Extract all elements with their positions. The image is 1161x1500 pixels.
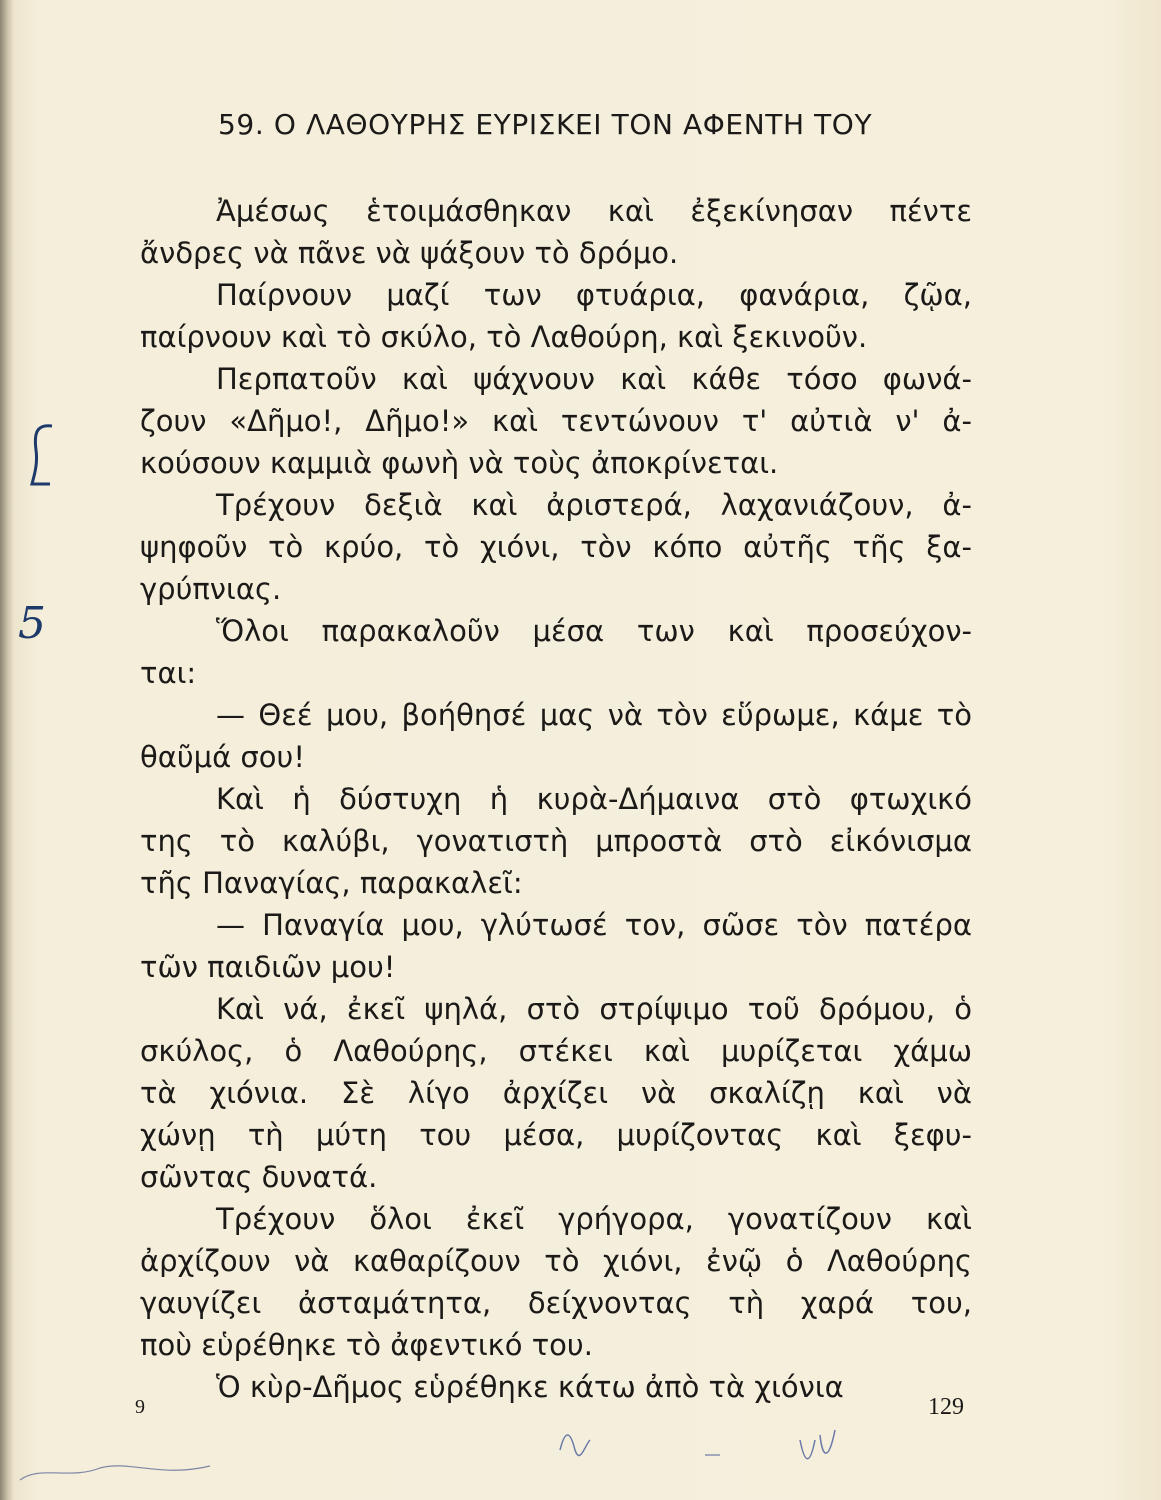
text-line: της τὸ καλύβι, γονατιστὴ μπροστὰ στὸ εἰκόνισμα bbox=[140, 824, 972, 858]
text-line: Ὅλοι παρακαλοῦν μέσα των καὶ προσεύχον- bbox=[216, 614, 972, 648]
text-line: τῆς Παναγίας, παρακαλεῖ: bbox=[140, 866, 523, 900]
corner-scribble-icon bbox=[10, 1440, 250, 1490]
text-line: ζουν «Δῆμο!, Δῆμο!» καὶ τεντώνουν τ' αὐτιὰ ν' ἀ- bbox=[140, 404, 972, 438]
signature-mark: 9 bbox=[135, 1396, 145, 1418]
text-line: παίρνουν καὶ τὸ σκύλο, τὸ Λαθούρη, καὶ ξεκινοῦν. bbox=[140, 320, 868, 354]
text-line: γρύπνιας. bbox=[140, 572, 282, 606]
text-line: ποὺ εὑρέθηκε τὸ ἀφεντικό του. bbox=[140, 1328, 593, 1362]
text-line: ἄνδρες νὰ πᾶνε νὰ ψάξουν τὸ δρόμο. bbox=[140, 236, 679, 270]
text-line: Περπατοῦν καὶ ψάχνουν καὶ κάθε τόσο φωνά- bbox=[216, 362, 972, 396]
margin-number-5: 5 bbox=[18, 598, 46, 649]
page-number: 129 bbox=[928, 1394, 964, 1420]
text-line: Ἀμέσως ἑτοιμάσθηκαν καὶ ἐξεκίνησαν πέντε bbox=[216, 194, 972, 228]
text-line: κούσουν καμμιὰ φωνὴ νὰ τοὺς ἀποκρίνεται. bbox=[140, 446, 779, 480]
text-line: σῶντας δυνατά. bbox=[140, 1160, 378, 1194]
text-line: — Παναγία μου, γλύτωσέ τον, σῶσε τὸν πατέρα bbox=[216, 908, 972, 942]
text-line: ται: bbox=[140, 656, 197, 690]
spine-shadow bbox=[0, 0, 14, 1500]
text-line: τὰ χιόνια. Σὲ λίγο ἀρχίζει νὰ σκαλίζῃ καὶ νὰ bbox=[140, 1076, 972, 1110]
text-line: Τρέχουν δεξιὰ καὶ ἀριστερά, λαχανιάζουν, ἀ- bbox=[216, 488, 972, 522]
text-line: τῶν παιδιῶν μου! bbox=[140, 950, 396, 984]
text-line: θαῦμά σου! bbox=[140, 740, 305, 774]
text-line: Τρέχουν ὅλοι ἐκεῖ γρήγορα, γονατίζουν καὶ bbox=[216, 1202, 972, 1236]
text-line: χώνῃ τὴ μύτη του μέσα, μυρίζοντας καὶ ξεφυ- bbox=[140, 1118, 972, 1152]
text-line: γαυγίζει ἀσταμάτητα, δείχνοντας τὴ χαρά του, bbox=[140, 1286, 972, 1320]
text-line: ἀρχίζουν νὰ καθαρίζουν τὸ χιόνι, ἐνῷ ὁ Λαθούρης bbox=[140, 1244, 972, 1278]
text-line: σκύλος, ὁ Λαθούρης, στέκει καὶ μυρίζεται χάμω bbox=[140, 1034, 972, 1068]
margin-mark-handwritten-s bbox=[28, 420, 58, 505]
body-text bbox=[140, 190, 972, 1408]
chapter-title: 59. Ο ΛΑΘΟΥΡΗΣ ΕΥΡΙΣΚΕΙ ΤΟΝ ΑΦΕΝΤΗ ΤΟΥ bbox=[218, 108, 873, 141]
text-line: Ὁ κὺρ-Δῆμος εὑρέθηκε κάτω ἀπὸ τὰ χιόνια bbox=[216, 1370, 844, 1404]
text-line: — Θεέ μου, βοήθησέ μας νὰ τὸν εὕρωμε, κάμε τὸ bbox=[216, 698, 972, 732]
text-line: Παίρνουν μαζί των φτυάρια, φανάρια, ζῷα, bbox=[216, 278, 972, 312]
margin-scribble-icon bbox=[28, 420, 58, 490]
bottom-scribble-icon bbox=[540, 1410, 860, 1480]
text-line: Καὶ νά, ἐκεῖ ψηλά, στὸ στρίψιμο τοῦ δρόμου, ὁ bbox=[216, 992, 972, 1026]
text-line: Καὶ ἡ δύστυχη ἡ κυρὰ-Δήμαινα στὸ φτωχικό bbox=[216, 782, 972, 816]
text-line: ψηφοῦν τὸ κρύο, τὸ χιόνι, τὸν κόπο αὐτῆς τῆς ξα- bbox=[140, 530, 972, 564]
